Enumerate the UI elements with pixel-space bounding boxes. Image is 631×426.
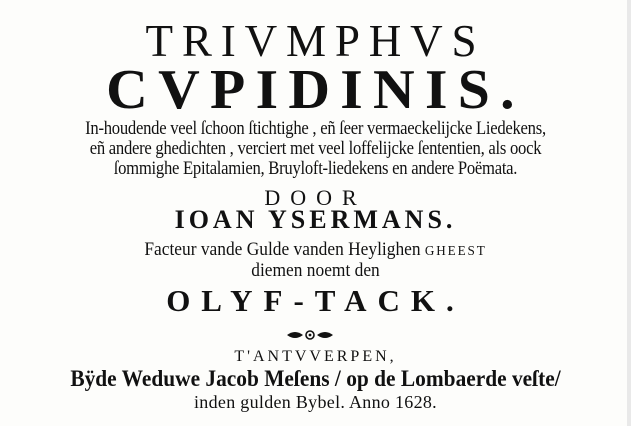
imprint-city: T'ANTVVERPEN, (234, 348, 397, 365)
page-edge (627, 0, 631, 426)
title-line-1: TRIVMPHVS (145, 15, 486, 66)
subtitle-line-3: ſommighe Epitalamien, Bruyloft-liedekens en andere Poëmata. (113, 159, 518, 179)
ornament-icon (285, 328, 335, 342)
subtitle-line-1: In-houdende veel ſchoon ſtichtighe , eñ ſeer vermaeckelijcke Liedekens, (85, 119, 546, 139)
imprint-line-2: inden gulden Bybel. Anno 1628. (194, 392, 437, 412)
imprint-line-1: Bÿde Weduwe Jacob Meſens / op de Lombaerde veſte/ (70, 366, 561, 391)
subtitle-line-2: eñ andere ghedichten , verciert met veel loffelijcke ſententien, als oock (89, 139, 542, 159)
author-name: IOAN YSERMANS. (174, 205, 457, 234)
facteur-line (19, 241, 612, 260)
door-label: DOOR (264, 185, 367, 210)
diemen-line: diemen noemt den (251, 261, 380, 281)
facteur-text: Facteur vande Gulde vanden Heylighen (144, 240, 425, 260)
facteur-caps: GHEEST (424, 244, 487, 259)
olyf-tack-title: OLYF-TACK. (166, 283, 465, 318)
title-line-2: CVPIDINIS. (106, 59, 525, 121)
